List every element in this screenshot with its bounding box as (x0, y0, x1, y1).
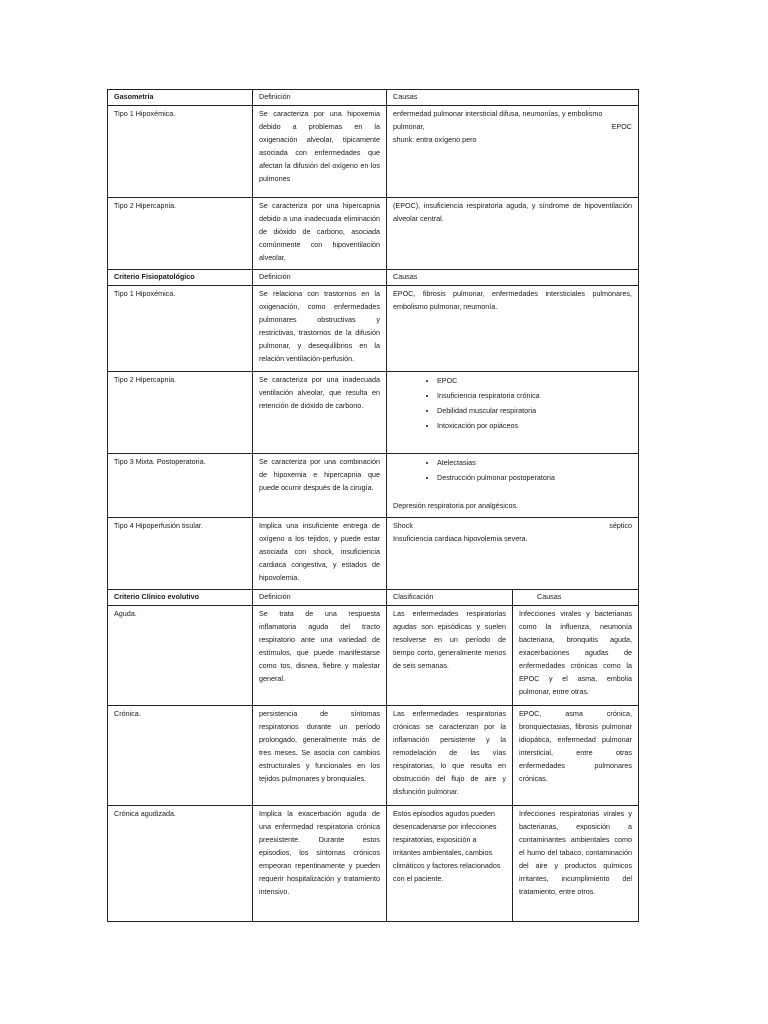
table-row (108, 106, 639, 198)
table-row (108, 286, 639, 372)
classification-header: Clasificación (387, 590, 513, 606)
row-name: Tipo 1 Hipoxémica. (108, 106, 253, 198)
list-item: • Destrucción pulmonar postoperatoria (437, 470, 632, 485)
row-classification: Las enfermedades respiratorias crónicas se caracterizan por la inflamación persistente y la remodelación de las vías respiratorias, lo que resulta en obstrucción del flujo de aire y disfunción pulmonar. (387, 706, 513, 806)
causes-line: Insuficiencia cardiaca hipovolemia severa. (393, 534, 528, 543)
row-causes (387, 454, 639, 518)
row-name: Tipo 2 Hipercapnia. (108, 372, 253, 454)
definition-header: Definición (253, 90, 387, 106)
causes-text: séptico (609, 521, 632, 530)
row-classification: Las enfermedades respiratorias agudas son episódicas y suelen resolverse en un período de tiempo corto, generalmente menos de seis semanas. (387, 606, 513, 706)
row-causes (387, 106, 639, 198)
row-definition: Implica la exacerbación aguda de una enfermedad respiratoria crónica preexistente. Durante estos episodios, los síntomas crónicos empeoran repentinamente y pueden requerir hospitalización y tratamiento intensivo. (253, 806, 387, 922)
list-item: • Insuficiencia respiratoria crónica (437, 388, 632, 403)
row-definition: Implica una insuficiente entrega de oxígeno a los tejidos, y puede estar asociada con shock, insuficiencia cardiaca congestiva, y estados de hipovolemia. (253, 518, 387, 590)
causes-line: shunk: entra oxígeno pero (393, 135, 477, 144)
table-row (108, 198, 639, 270)
row-causes (387, 518, 639, 590)
row-definition: persistencia de síntomas respiratorios durante un período prolongado, generalmente más de tres meses. Se asocia con cambios estructurales y funcionales en los tejidos pulmonares y bronquiales. (253, 706, 387, 806)
row-definition: Se caracteriza por una combinación de hipoxemia e hipercapnia que puede ocurrir después de la cirugía. (253, 454, 387, 518)
table-row (108, 606, 639, 706)
row-definition: Se caracteriza por una hipercapnia debido a una inadecuada eliminación de dióxido de carbono, asociada comúnmente con hipoventilación alveolar, (253, 198, 387, 270)
row-causes: (EPOC), insuficiencia respiratoria aguda, y síndrome de hipoventilación alveolar central. (387, 198, 639, 270)
row-name: Tipo 4 Hipoperfusión tisular. (108, 518, 253, 590)
list-item: • Intoxicación por opiáceos (437, 418, 632, 433)
row-definition: Se caracteriza por una hipoxemia debido a problemas en la oxigenación alveolar, típicamente asociada con enfermedades que afectan la difusión del oxígeno en los pulmones (253, 106, 387, 198)
row-name: Aguda. (108, 606, 253, 706)
row-causes (387, 372, 639, 454)
causes-header: Causas (513, 590, 639, 606)
table-row (108, 806, 639, 922)
definition-header: Definición (253, 270, 387, 286)
gasometria-header: Gasometría (108, 90, 253, 106)
table-row (108, 706, 639, 806)
causes-header: Causas (387, 270, 639, 286)
row-name: Tipo 1 Hipoxémica. (108, 286, 253, 372)
row-name: Crónica agudizada. (108, 806, 253, 922)
respiratory-failure-table (107, 89, 639, 922)
row-causes: Infecciones respiratorias virales y bacterianas, exposición a contaminantes ambientales como el humo del tabaco, contaminación del aire y productos químicos irritantes, incumplimiento del tratamiento, entre otros. (513, 806, 639, 922)
clinico-header-row (108, 590, 639, 606)
causes-extra: Depresión respiratoria por analgésicos. (393, 501, 519, 510)
clinico-header: Criterio Clínico evolutivo (108, 590, 253, 606)
causes-text: EPOC (611, 122, 632, 131)
list-item: • Atelectasias (437, 455, 632, 470)
causes-list (393, 455, 632, 485)
table-row (108, 454, 639, 518)
row-definition: Se caracteriza por una inadecuada ventilación alveolar, que resulta en retención de dióxido de carbono. (253, 372, 387, 454)
causes-text: pulmonar, (393, 122, 425, 131)
row-definition: Se relaciona con trastornos en la oxigenación, como enfermedades pulmonares obstructivas y restrictivas, trastornos de la difusión pulmonar, y desequilibrios en la relación ventilación-perfusión. (253, 286, 387, 372)
row-name: Crónica. (108, 706, 253, 806)
table-row (108, 372, 639, 454)
causes-line: enfermedad pulmonar intersticial difusa, neumonías, y embolismo (393, 109, 603, 118)
table-row (108, 518, 639, 590)
fisiopatologico-header-row (108, 270, 639, 286)
row-causes: EPOC, fibrosis pulmonar, enfermedades intersticiales pulmonares, embolismo pulmonar, neumonía. (387, 286, 639, 372)
row-name: Tipo 3 Mixta. Postoperatoria. (108, 454, 253, 518)
definition-header: Definición (253, 590, 387, 606)
list-item: • Debilidad muscular respiratoria (437, 403, 632, 418)
row-name: Tipo 2 Hipercapnia. (108, 198, 253, 270)
row-definition: Se trata de una respuesta inflamatoria aguda del tracto respiratorio ante una variedad de estímulos, que puede manifestarse como tos, disnea, fiebre y malestar general. (253, 606, 387, 706)
list-item: • EPOC (437, 373, 632, 388)
row-classification: Estos episodios agudos pueden desencadenarse por infecciones respiratorias, exposición a irritantes ambientales, cambios climáticos y factores relacionados con el paciente. (387, 806, 513, 922)
gasometria-header-row (108, 90, 639, 106)
causes-list (393, 373, 632, 433)
causes-header: Causas (387, 90, 639, 106)
causes-text: Shock (393, 521, 413, 530)
causes-line-split (393, 519, 632, 532)
fisiopatologico-header: Criterio Fisiopatológico (108, 270, 253, 286)
causes-line-split (393, 120, 632, 133)
row-causes: EPOC, asma crónica, bronquiectasias, fibrosis pulmonar idiopática, enfermedad pulmonar intersticial, entre otras enfermedades pulmonares crónicas. (513, 706, 639, 806)
row-causes: Infecciones virales y bacterianas como la influenza, neumonía bacteriana, bronquitis aguda, exacerbaciones agudas de enfermedades crónicas como la EPOC y el asma, embolia pulmonar, entre otras. (513, 606, 639, 706)
